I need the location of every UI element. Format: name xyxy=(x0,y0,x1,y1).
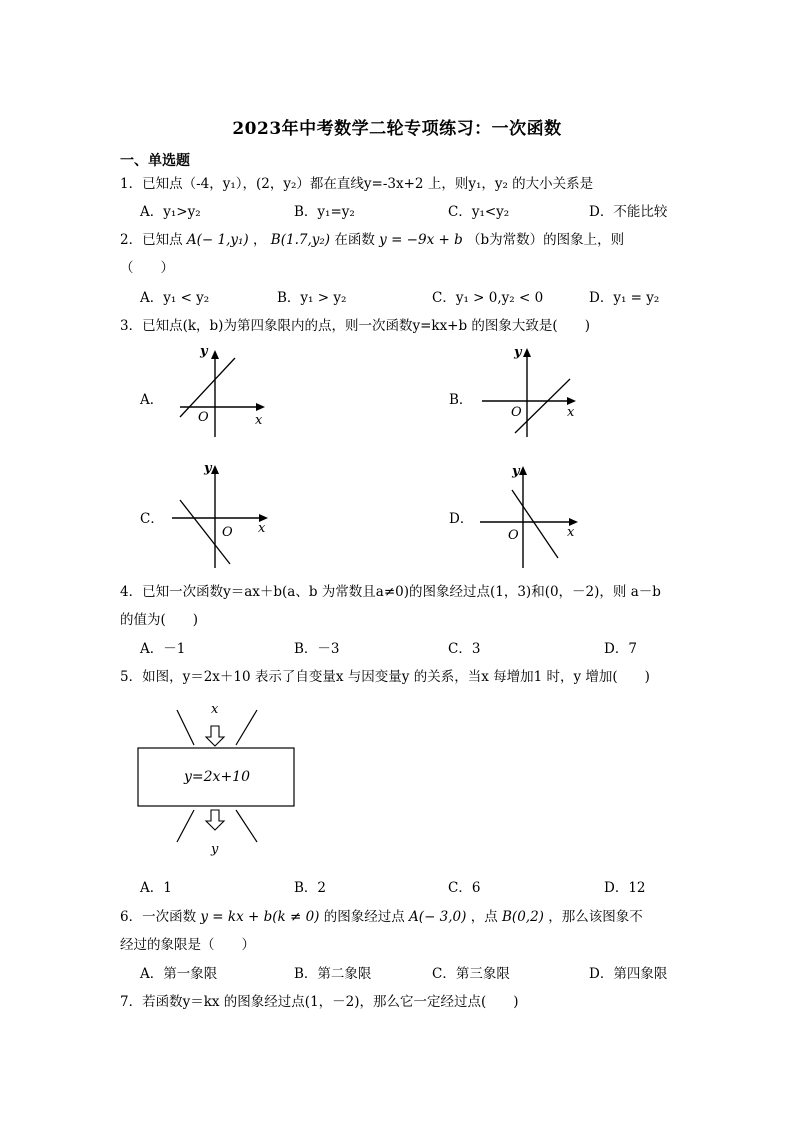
q5-function-machine xyxy=(132,700,302,860)
section-heading: 一、单选题 xyxy=(120,153,190,169)
q3-option-d-label: D． xyxy=(449,511,474,527)
q2-option-c: C．y₁ > 0,y₂ < 0 xyxy=(432,290,544,306)
question-5-text: 5．如图，y＝2x＋10 表示了自变量x 与因变量y 的关系，当x 每增加1 时，y 增加( ) xyxy=(120,669,650,685)
q3-graph-c xyxy=(160,460,280,570)
q6-option-a: A．第一象限 xyxy=(140,966,218,982)
q3-d-origin-label: O xyxy=(508,528,519,543)
q5-output-label: y xyxy=(211,842,219,857)
q6-option-d: D．第四象限 xyxy=(589,966,668,982)
question-6-line2: 经过的象限是（ ） xyxy=(120,937,255,953)
q5-option-a: A．1 xyxy=(140,880,172,896)
q3-graph-b xyxy=(470,345,590,440)
q4-option-d: D．7 xyxy=(604,641,637,657)
q3-graph-a xyxy=(160,345,280,440)
question-4-line2: 的值为( ) xyxy=(120,612,199,628)
question-6-text: 6．一次函数 y = kx + b(k ≠ 0) 的图象经过点 A(− 3,0) ，点 B(0,2) ，那么该图象不 xyxy=(120,909,643,925)
q3-b-x-label: x xyxy=(567,405,575,420)
q6-option-b: B．第二象限 xyxy=(294,966,372,982)
question-7-text: 7．若函数y＝kx 的图象经过点(1，－2)，那么它一定经过点( ) xyxy=(120,994,519,1010)
q5-option-b: B．2 xyxy=(294,880,327,896)
q3-b-y-label: y xyxy=(514,345,522,360)
q3-c-y-label: y xyxy=(204,461,212,476)
q3-d-x-label: x xyxy=(567,525,575,540)
q4-option-a: A．－1 xyxy=(140,641,186,657)
q3-b-origin-label: O xyxy=(511,405,522,420)
page-title: 2023年中考数学二轮专项练习：一次函数 xyxy=(232,119,562,139)
q5-option-c: C．6 xyxy=(448,880,481,896)
q3-option-b-label: B． xyxy=(449,392,473,408)
question-2-line2: （ ） xyxy=(120,260,174,276)
q1-option-d: D．不能比较 xyxy=(589,204,668,220)
q2-option-b: B．y₁ > y₂ xyxy=(277,290,347,306)
q3-c-origin-label: O xyxy=(222,525,233,540)
question-2-text: 2．已知点 A(− 1,y₁) ， B(1.7,y₂) 在函数 y = −9x + b （b为常数）的图象上，则 xyxy=(120,232,625,248)
q3-d-y-label: y xyxy=(512,464,520,479)
q5-formula-label: y=2x+10 xyxy=(184,769,250,785)
q2-option-d: D．y₁ = y₂ xyxy=(589,290,660,306)
q3-a-origin-label: O xyxy=(198,410,209,425)
q4-option-b: B．－3 xyxy=(294,641,340,657)
q1-option-b: B．y₁=y₂ xyxy=(294,204,355,220)
q3-a-x-label: x xyxy=(255,413,263,428)
q4-option-c: C．3 xyxy=(448,641,481,657)
question-4-text: 4．已知一次函数y＝ax＋b(a、b 为常数且a≠0)的图象经过点(1，3)和(0，－2)，则 a－b xyxy=(120,584,661,600)
q3-graph-d xyxy=(470,460,590,570)
q3-a-y-label: y xyxy=(200,345,208,359)
q3-option-c-label: C． xyxy=(140,511,164,527)
question-3-text: 3．已知点(k，b)为第四象限内的点，则一次函数y=kx+b 的图象大致是( ) xyxy=(120,318,590,334)
question-1-text: 1．已知点（-4，y₁），(2，y₂）都在直线y=-3x+2 上，则y₁，y₂ 的大小关系是 xyxy=(120,176,594,192)
q5-input-label: x xyxy=(211,702,219,717)
q6-option-c: C．第三象限 xyxy=(432,966,510,982)
q5-option-d: D．12 xyxy=(604,880,646,896)
q3-c-x-label: x xyxy=(258,521,266,536)
q3-option-a-label: A． xyxy=(140,392,164,408)
q1-option-a: A．y₁>y₂ xyxy=(140,204,201,220)
q1-option-c: C．y₁<y₂ xyxy=(448,204,510,220)
q2-option-a: A．y₁ < y₂ xyxy=(140,290,210,306)
